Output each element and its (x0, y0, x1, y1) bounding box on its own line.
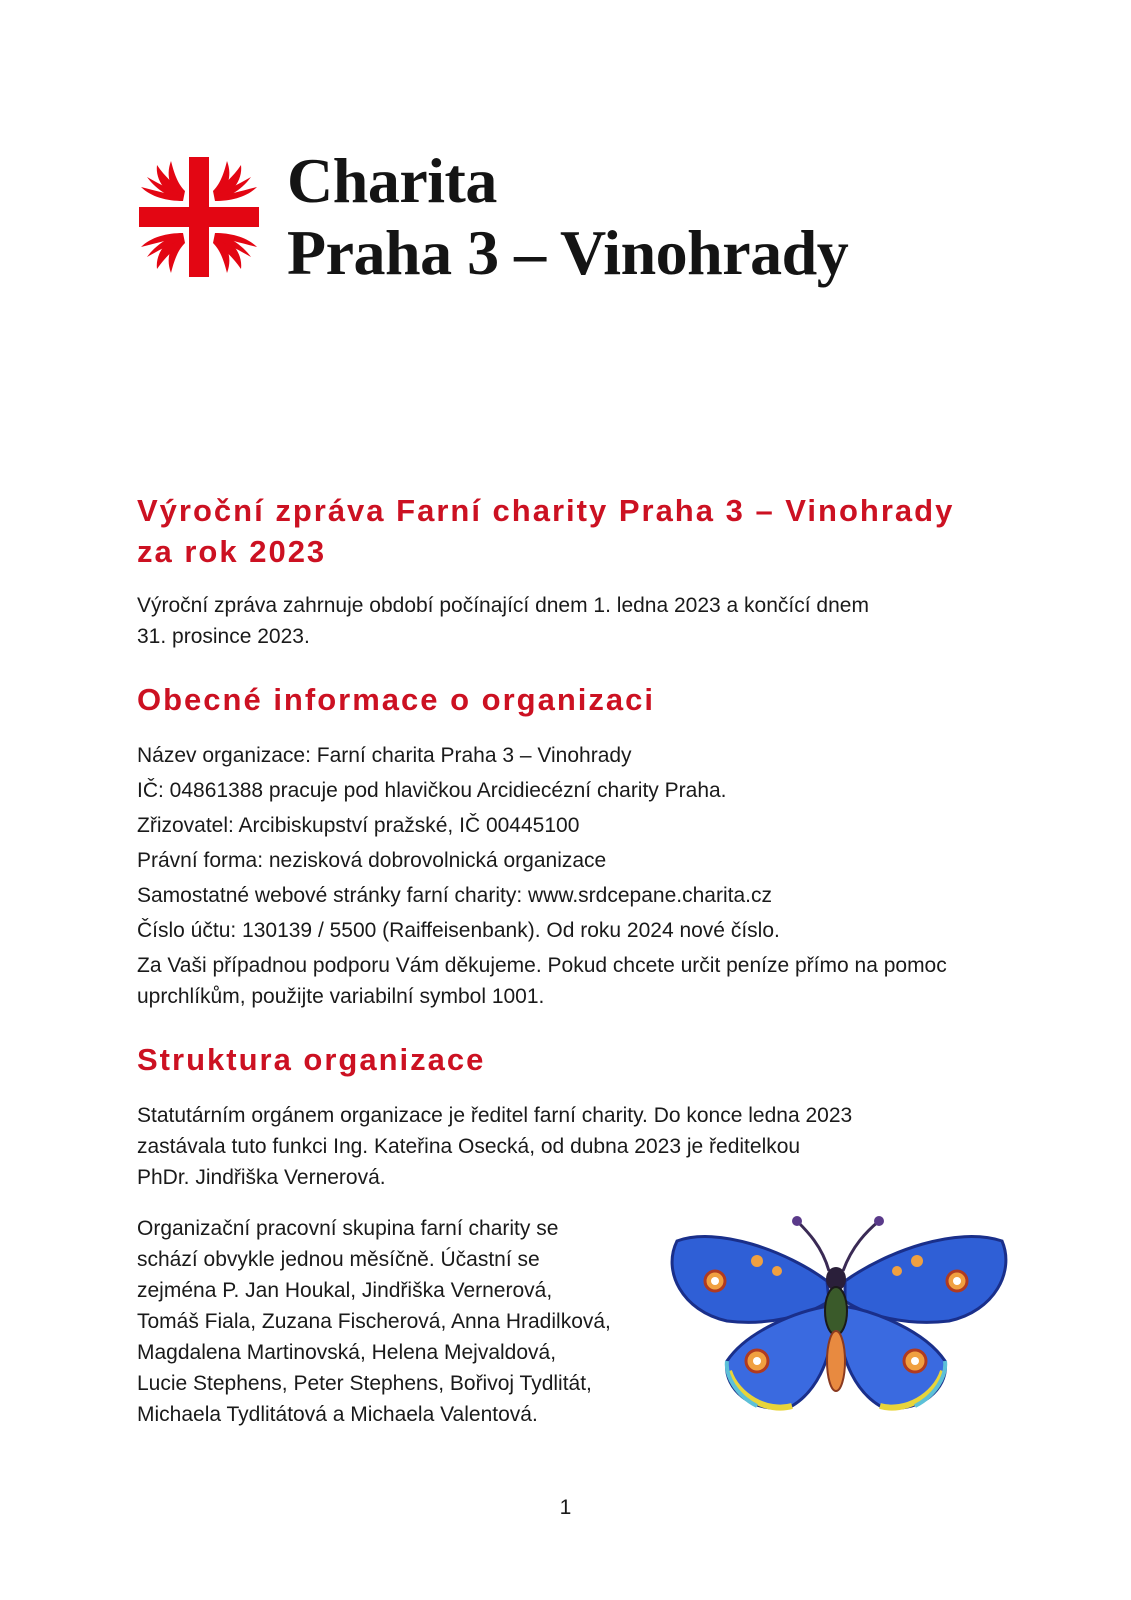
group-line: zejména P. Jan Houkal, Jindřiška Vernerová, (137, 1279, 553, 1302)
logo-line-1: Charita (287, 145, 497, 216)
group-line: Michaela Tydlitátová a Michaela Valentová. (137, 1403, 538, 1426)
structure-paragraph (137, 1100, 1007, 1193)
page-number: 1 (559, 1496, 572, 1519)
group-line: Lucie Stephens, Peter Stephens, Bořivoj Tydlitát, (137, 1372, 592, 1395)
intro-line-1: Výroční zpráva zahrnuje období počínající dnem 1. ledna 2023 a končící dnem (137, 594, 869, 617)
intro-line-2: 31. prosince 2023. (137, 625, 310, 648)
report-title-line-1: Výroční zpráva Farní charity Praha 3 – Vinohrady (137, 493, 955, 528)
working-group-paragraph (137, 1213, 677, 1430)
founder-line: Zřizovatel: Arcibiskupství pražské, IČ 00445100 (137, 814, 580, 837)
report-content (137, 490, 1007, 1453)
group-line: Tomáš Fiala, Zuzana Fischerová, Anna Hradilková, (137, 1310, 611, 1333)
org-id-line: IČ: 04861388 pracuje pod hlavičkou Arcidiecézní charity Praha. (137, 779, 727, 802)
working-group-section (137, 1213, 1007, 1453)
support-line-2: uprchlíkům, použijte variabilní symbol 1001. (137, 985, 545, 1008)
structure-heading: Struktura organizace (137, 1042, 486, 1077)
report-title-line-2: za rok 2023 (137, 534, 327, 569)
group-line: Magdalena Martinovská, Helena Mejvaldová, (137, 1341, 557, 1364)
logo-line-2: Praha 3 – Vinohrady (287, 217, 849, 288)
group-line: Organizační pracovní skupina farní charity se (137, 1217, 559, 1240)
group-line: schází obvykle jednou měsíčně. Účastní se (137, 1248, 540, 1271)
logo-wordmark (287, 145, 848, 289)
org-name-line: Název organizace: Farní charita Praha 3 – Vinohrady (137, 744, 632, 767)
structure-line: PhDr. Jindřiška Vernerová. (137, 1166, 386, 1189)
charita-logo (137, 145, 877, 295)
structure-line: Statutárním orgánem organizace je ředitel farní charity. Do konce ledna 2023 (137, 1104, 853, 1127)
website-line: Samostatné webové stránky farní charity: www.srdcepane.charita.cz (137, 884, 772, 907)
general-info-list (137, 740, 1007, 1012)
charita-cross-icon (137, 155, 261, 279)
report-title (137, 490, 1007, 572)
butterfly-drawing (657, 1201, 1017, 1431)
legal-form-line: Právní forma: nezisková dobrovolnická organizace (137, 849, 607, 872)
structure-line: zastávala tuto funkci Ing. Kateřina Osecká, od dubna 2023 je ředitelkou (137, 1135, 801, 1158)
support-line-1: Za Vaši případnou podporu Vám děkujeme. Pokud chcete určit peníze přímo na pomoc (137, 954, 947, 977)
intro-paragraph (137, 590, 1007, 652)
support-paragraph (137, 950, 1007, 1012)
general-info-heading: Obecné informace o organizaci (137, 682, 655, 717)
account-line: Číslo účtu: 130139 / 5500 (Raiffeisenbank). Od roku 2024 nové číslo. (137, 919, 780, 942)
